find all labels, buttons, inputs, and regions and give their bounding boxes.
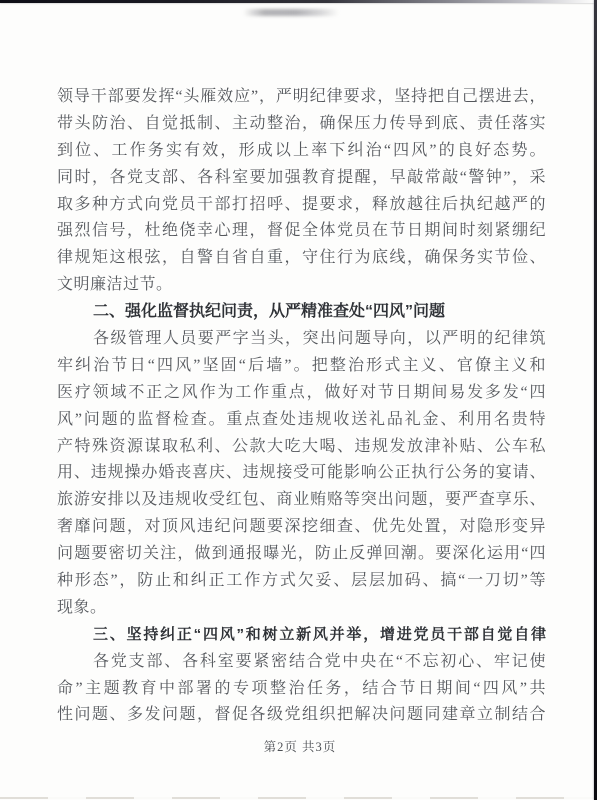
text-line: 律规矩这根弦，自警自省自重，守住行为底线，确保务实节俭、 bbox=[57, 249, 546, 267]
text-line: 产特殊资源谋取私利、公款大吃大喝、违规发放津补贴、公车私 bbox=[57, 437, 546, 455]
text-line: 问题要密切关注，做到通报曝光，防止反弹回潮。要深化运用“四 bbox=[57, 545, 546, 563]
text-line: 性问题、多发问题，督促各级党组织把解决问题同建章立制结合 bbox=[57, 706, 546, 724]
text-line: 带头防治、自觉抵制、主动整治，确保压力传导到底、责任落实 bbox=[57, 114, 546, 132]
paragraph-first-line: 各级管理人员要严字当头，突出问题导向，以严明的纪律筑 bbox=[93, 330, 546, 348]
text-line: 种形态”，防止和纠正工作方式欠妥、层层加码、搞“一刀切”等 bbox=[57, 572, 546, 590]
text-line: 领导干部要发挥“头雁效应”，严明纪律要求，坚持把自己摆进去， bbox=[57, 88, 546, 105]
scan-smudge bbox=[243, 9, 339, 16]
text-line: 到位、工作务实有效，形成以上率下纠治“四风”的良好态势。 bbox=[57, 141, 546, 159]
text-line: 奢靡问题，对顶风违纪问题要深挖细查、优先处置，对隐形变异 bbox=[57, 518, 546, 536]
paragraph-end-line: 现象。 bbox=[57, 598, 107, 616]
page-number-footer: 第2页 共3页 bbox=[263, 740, 337, 754]
paragraph-first-line: 各党支部、各科室要紧密结合党中央在“不忘初心、牢记使 bbox=[93, 652, 546, 670]
section-heading-3: 三、坚持纠正“四风”和树立新风并举，增进党员干部自觉自律 bbox=[93, 625, 546, 643]
section-heading-2: 二、强化监督执纪问责，从严精准查处“四风”问题 bbox=[93, 303, 446, 321]
text-line: 旅游安排以及违规收受红包、商业贿赂等突出问题，要严查享乐、 bbox=[57, 491, 546, 509]
text-line: 强烈信号，杜绝侥幸心理，督促全体党员在节日期间时刻紧绷纪 bbox=[57, 222, 546, 240]
text-line: 医疗领域不正之风作为工作重点，做好对节日期间易发多发“四 bbox=[57, 383, 546, 401]
paragraph-end-line: 文明廉洁过节。 bbox=[57, 276, 173, 294]
text-line: 牢纠治节日“四风”坚固“后墙”。把整治形式主义、官僚主义和 bbox=[57, 356, 546, 374]
scan-edge-bottom bbox=[0, 797, 594, 799]
text-line: 取多种方式向党员干部打招呼、提要求，释放越往后执纪越严的 bbox=[57, 195, 546, 213]
text-line: 用、违规操办婚丧喜庆、违规接受可能影响公正执行公务的宴请、 bbox=[57, 464, 546, 482]
scan-edge-right bbox=[594, 0, 597, 800]
text-line: 同时，各党支部、各科室要加强教育提醒，早敲常敲“警钟”，采 bbox=[57, 168, 546, 186]
text-line: 风”问题的监督检查。重点查处违规收送礼品礼金、利用名贵特 bbox=[57, 410, 546, 428]
text-line: 命”主题教育中部署的专项整治任务，结合节日期间“四风”共 bbox=[57, 679, 546, 697]
document-body bbox=[57, 84, 546, 729]
scan-edge-top bbox=[0, 0, 594, 3]
